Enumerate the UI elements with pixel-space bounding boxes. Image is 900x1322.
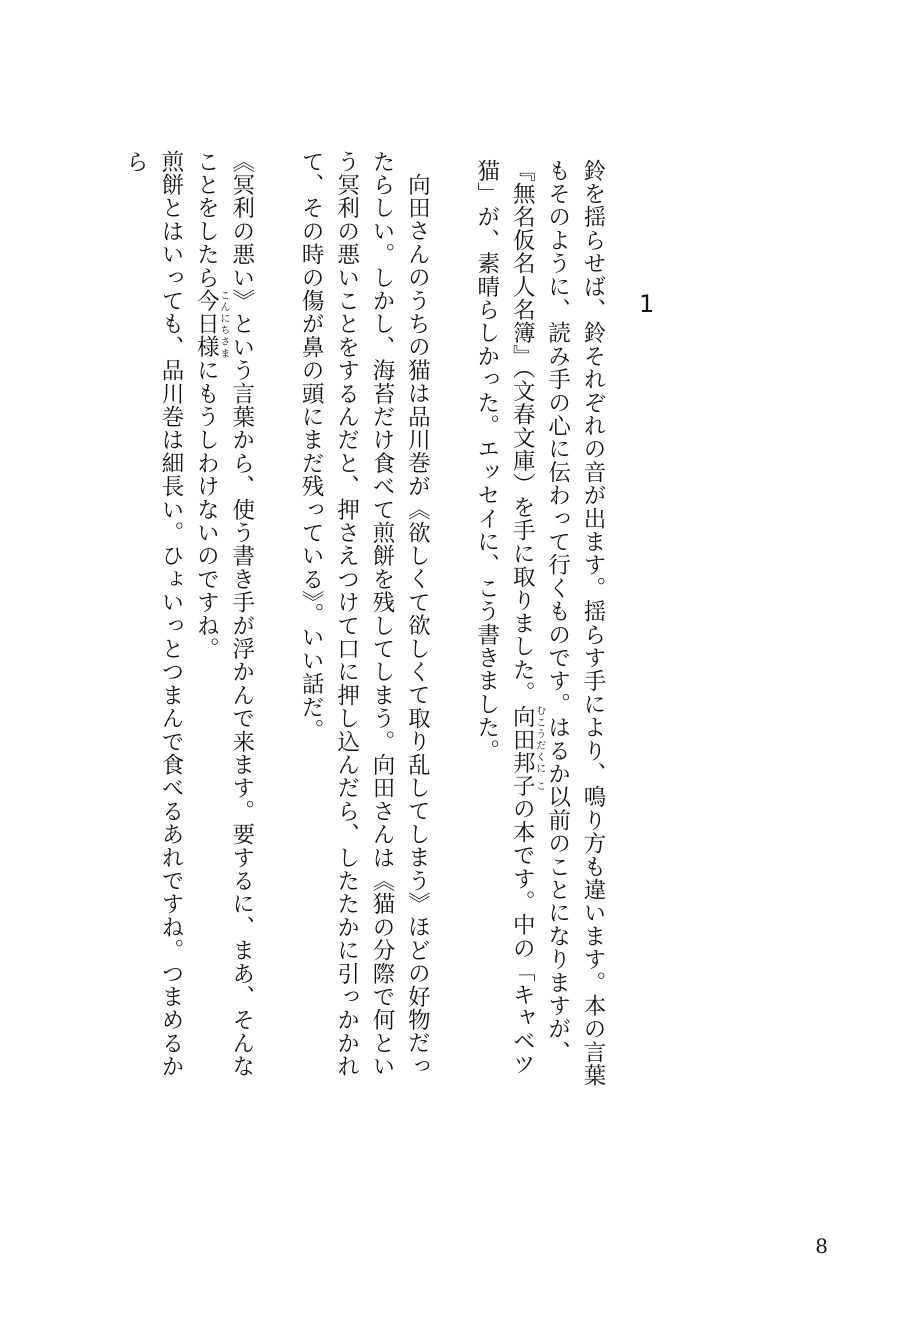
- paragraph-1: [468, 150, 610, 1090]
- ruby-word: 向田むこうだ: [509, 704, 545, 751]
- ruby-reading: むこうだ: [533, 704, 545, 751]
- blank-line: [434, 150, 468, 1090]
- paragraph-3-segment: にもうしわけないのですね。: [193, 358, 220, 661]
- ruby-word: 今日様こんにちさま: [193, 289, 229, 359]
- ruby-reading: こんにちさま: [217, 289, 229, 359]
- paragraph-4: 煎餅とはいっても、品川巻は細長い。ひょいっとつまんで食べるあれですね。つまめるから: [122, 150, 184, 1078]
- body-text: [122, 150, 610, 1090]
- paragraph-1-segment: の本です。中の「キャベツ猫」が、素晴らしかった。エッセイに、こう書きました。: [473, 159, 536, 1076]
- paragraph-3: [188, 150, 259, 1090]
- paragraph-1-segment: 鈴を揺らせば、鈴それぞれの音が出ます。揺らす手により、鳴り方も違います。本の言葉もそのように、読み手の心に伝わって行くものです。はるか以前のことになりますが、『無名仮名人名簿』（文春文庫）を手に取りました。: [509, 159, 606, 1087]
- ruby-reading: こ: [533, 774, 545, 798]
- ruby-word: 邦くに: [509, 750, 545, 775]
- paragraph-3-segment: 《冥利の悪い》という言葉から、使う書き手が浮かんで来ます。要するに、まあ、そんなことをしたら: [193, 150, 255, 1078]
- paragraph-2: 向田さんのうちの猫は品川巻が《欲しくて欲しくて取り乱してしまう》ほどの好物だったらしい。しかし、海苔だけ食べて煎餅を残してしまう。向田さんは《猫の分際で何という冥利の悪いことをするんだと、押さえつけて口に押し込んだら、したたかに引っかかれて、その時の傷が鼻の頭にまだ残っている》。いい話だ。: [298, 150, 431, 1078]
- chapter-number: 1: [639, 290, 655, 318]
- ruby-reading: くに: [533, 750, 545, 775]
- blank-line: [259, 150, 293, 1090]
- page-number: 8: [815, 1234, 828, 1258]
- ruby-word: 子こ: [509, 774, 545, 798]
